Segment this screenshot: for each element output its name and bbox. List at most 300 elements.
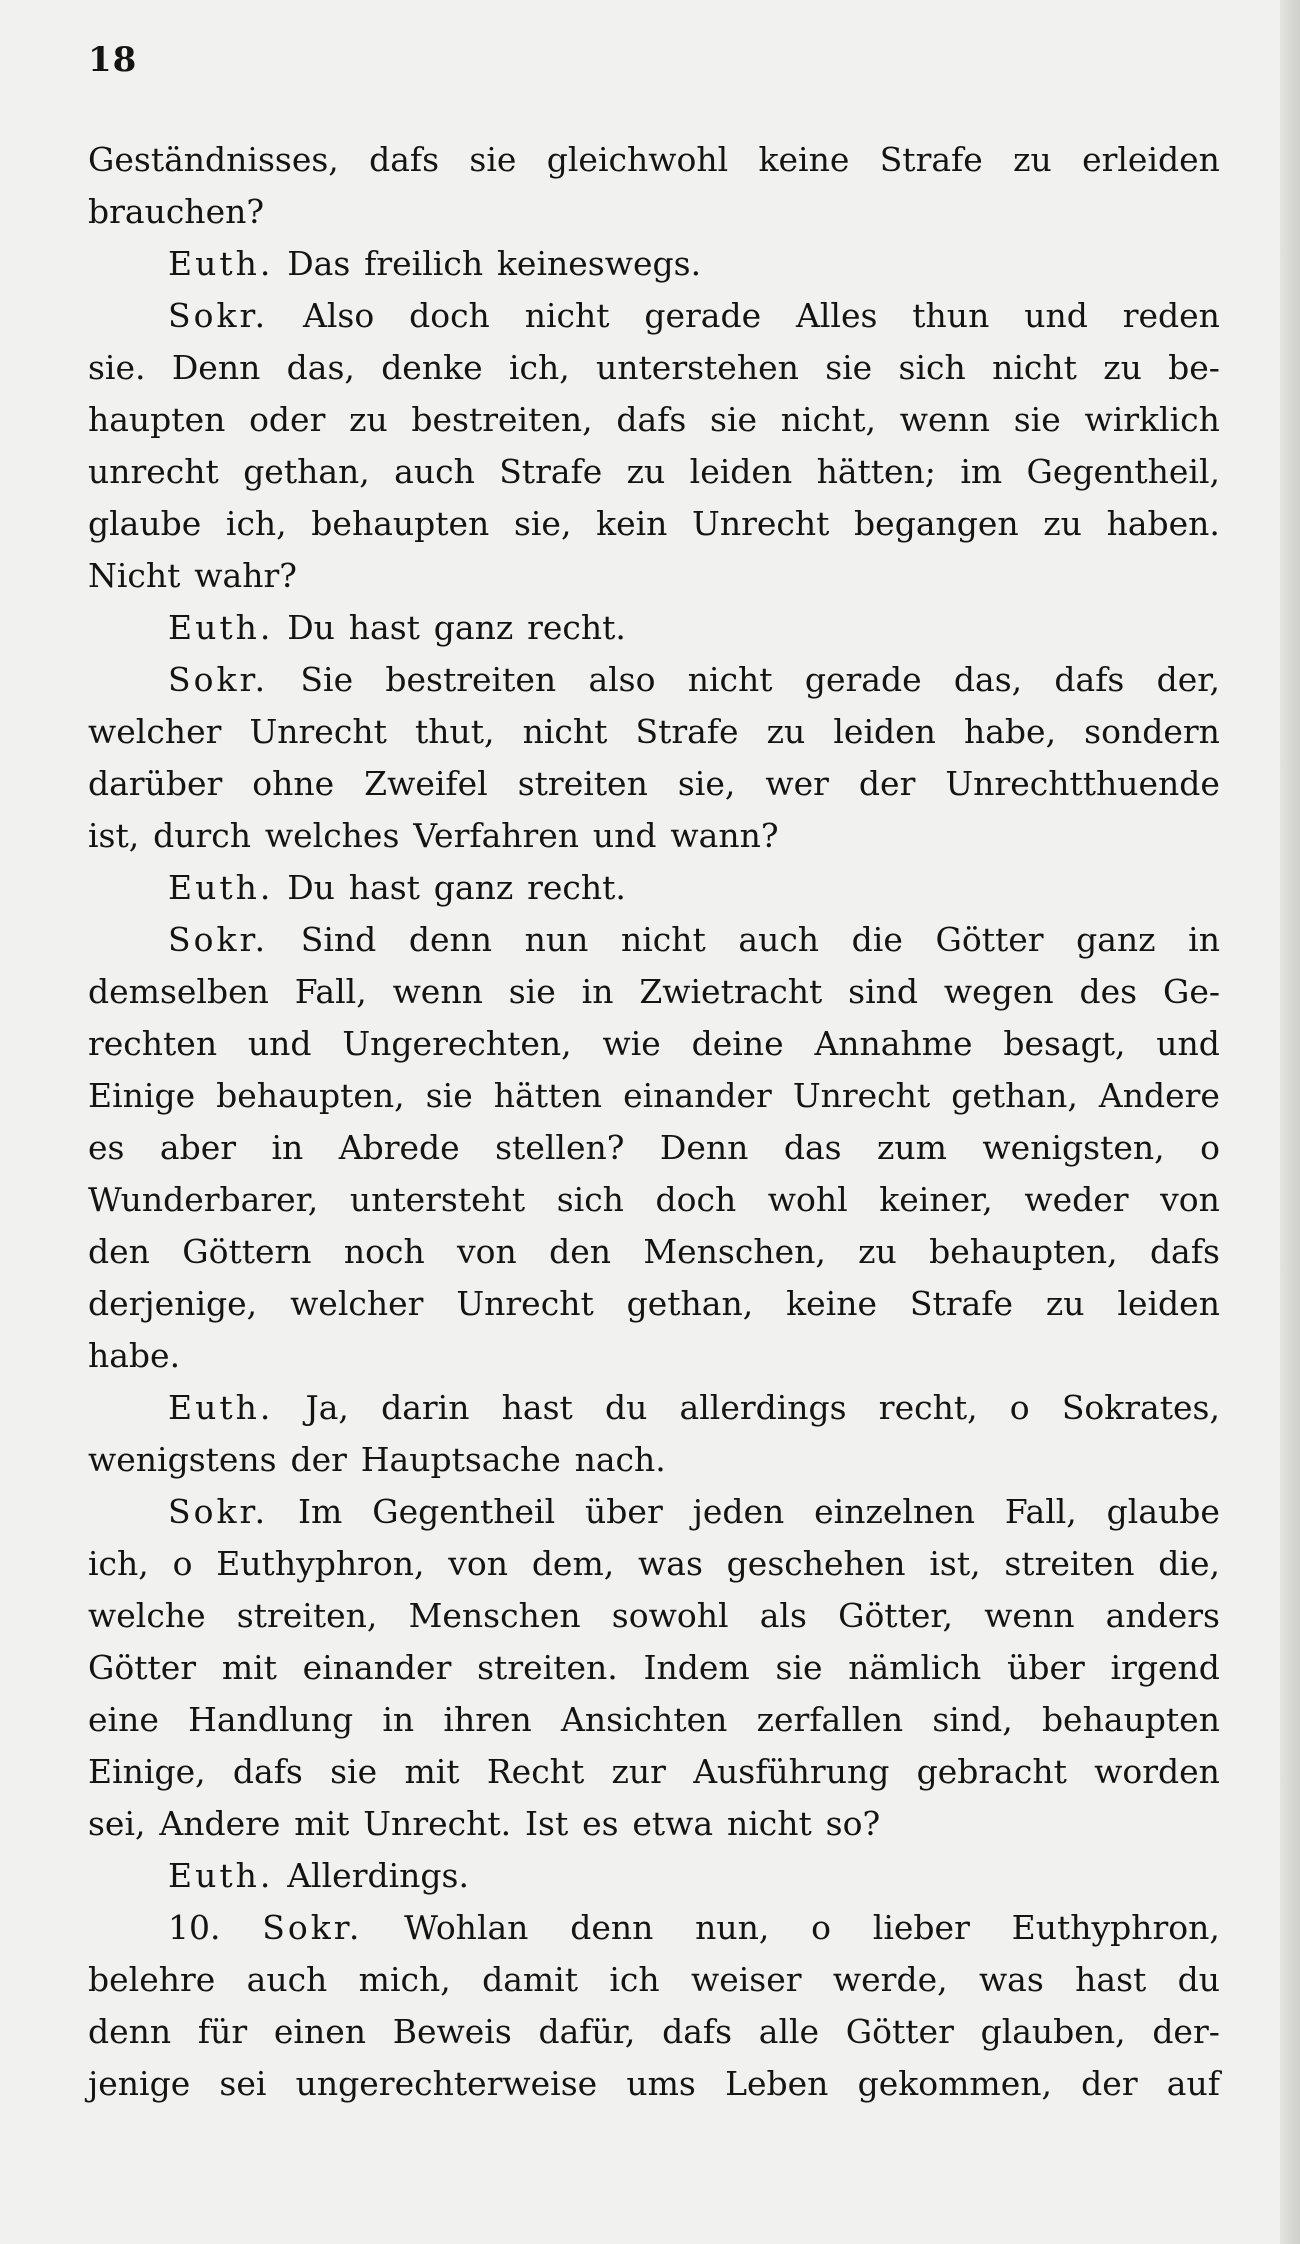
word: kein bbox=[596, 504, 668, 543]
word: zu bbox=[1043, 504, 1082, 543]
word: gleichwohl bbox=[546, 140, 729, 179]
word: es bbox=[88, 1128, 125, 1167]
word: Im bbox=[298, 1492, 343, 1531]
text-line bbox=[88, 862, 1220, 914]
word: Verfahren bbox=[413, 816, 580, 855]
word: Unrecht bbox=[456, 1284, 594, 1323]
word: wie bbox=[602, 1024, 661, 1063]
text-line bbox=[88, 914, 1220, 966]
word: nun, bbox=[695, 1908, 770, 1947]
word: sie bbox=[469, 140, 517, 179]
word: behaupten bbox=[1041, 1700, 1220, 1739]
word: besagt, bbox=[1003, 1024, 1126, 1063]
word: sie bbox=[775, 1648, 823, 1687]
text-line bbox=[88, 1382, 1220, 1434]
word: Ge- bbox=[1162, 972, 1220, 1011]
word: streiten, bbox=[236, 1596, 378, 1635]
text-line bbox=[88, 654, 1220, 706]
word: und bbox=[247, 1024, 312, 1063]
word: nach. bbox=[574, 1440, 666, 1479]
word: sie, bbox=[513, 504, 572, 543]
word: doch bbox=[409, 296, 490, 335]
speaker-label: Euth. bbox=[168, 244, 274, 283]
word: wenn bbox=[899, 400, 991, 439]
text-line bbox=[88, 1174, 1220, 1226]
word: brauchen? bbox=[88, 192, 265, 231]
word: Handlung bbox=[188, 1700, 354, 1739]
word: sich bbox=[556, 1180, 624, 1219]
word: worden bbox=[1094, 1752, 1220, 1791]
text-line bbox=[88, 550, 1220, 602]
text-line bbox=[88, 2058, 1220, 2110]
word: welche bbox=[88, 1596, 206, 1635]
word: wann? bbox=[670, 816, 779, 855]
word: Sokrates, bbox=[1061, 1388, 1220, 1427]
word: jeden bbox=[692, 1492, 785, 1531]
speaker-label: Sokr. bbox=[168, 1492, 269, 1531]
word: recht, bbox=[878, 1388, 978, 1427]
word: dem, bbox=[531, 1544, 615, 1583]
word: ich, bbox=[508, 348, 570, 387]
word: mit bbox=[221, 1648, 277, 1687]
word: auch bbox=[394, 452, 475, 491]
word: sie bbox=[825, 348, 873, 387]
word: Nicht bbox=[88, 556, 181, 595]
text-line bbox=[88, 498, 1220, 550]
text-line bbox=[88, 1018, 1220, 1070]
word: nicht bbox=[620, 920, 706, 959]
word: ums bbox=[626, 2064, 696, 2103]
word: Göttern bbox=[182, 1232, 312, 1271]
word: dafs bbox=[232, 1752, 303, 1791]
word: zur bbox=[611, 1752, 666, 1791]
text-line bbox=[88, 1850, 1220, 1902]
word: ist, bbox=[88, 816, 140, 855]
word: nicht bbox=[524, 296, 610, 335]
word: behaupten bbox=[311, 504, 490, 543]
word: Abrede bbox=[338, 1128, 460, 1167]
speaker-label: Sokr. bbox=[168, 296, 269, 335]
word: Götter, bbox=[838, 1596, 953, 1635]
word: Einige, bbox=[88, 1752, 206, 1791]
word: Geständnisses, bbox=[88, 140, 339, 179]
word: Menschen, bbox=[643, 1232, 826, 1271]
word: in bbox=[271, 1128, 304, 1167]
text-line bbox=[88, 602, 1220, 654]
word: nicht bbox=[522, 712, 608, 751]
word: anders bbox=[1105, 1596, 1220, 1635]
word: mich, bbox=[358, 1960, 451, 1999]
word: stellen? bbox=[495, 1128, 625, 1167]
text-line bbox=[88, 186, 1220, 238]
word: hast bbox=[501, 1388, 573, 1427]
word: o bbox=[1200, 1128, 1220, 1167]
word: über bbox=[1007, 1648, 1085, 1687]
text-line bbox=[88, 1434, 1220, 1486]
word: Zwietracht bbox=[639, 972, 823, 1011]
word: denn bbox=[88, 2012, 172, 2051]
word: zu bbox=[349, 400, 388, 439]
text-line bbox=[88, 1590, 1220, 1642]
word: reden bbox=[1122, 296, 1220, 335]
word: denke bbox=[381, 348, 483, 387]
word: ich, bbox=[88, 1544, 149, 1583]
word: o bbox=[811, 1908, 832, 1947]
word: denn bbox=[408, 920, 493, 959]
word: wenigsten, bbox=[982, 1128, 1165, 1167]
word: o bbox=[1009, 1388, 1030, 1427]
word: Wunderbarer, bbox=[88, 1180, 319, 1219]
word: Götter bbox=[88, 1648, 197, 1687]
text-line bbox=[88, 342, 1220, 394]
word: zu bbox=[626, 452, 666, 491]
word: ungerechterweise bbox=[295, 2064, 598, 2103]
word: be- bbox=[1168, 348, 1220, 387]
word: die, bbox=[1158, 1544, 1220, 1583]
word: nicht bbox=[992, 348, 1077, 387]
word: Strafe bbox=[909, 1284, 1013, 1323]
word: weiser bbox=[690, 1960, 802, 1999]
word: sie. bbox=[88, 348, 146, 387]
word: glaube bbox=[88, 504, 202, 543]
word: sondern bbox=[1084, 712, 1220, 751]
word: Menschen bbox=[408, 1596, 581, 1635]
word: gekommen, bbox=[857, 2064, 1052, 2103]
text-line bbox=[88, 2006, 1220, 2058]
word: das, bbox=[953, 660, 1023, 699]
word: ich bbox=[609, 1960, 660, 1999]
word: sind bbox=[848, 972, 919, 1011]
word: von bbox=[1160, 1180, 1220, 1219]
word: damit bbox=[482, 1960, 578, 1999]
word: du bbox=[604, 1388, 648, 1427]
word: auf bbox=[1166, 2064, 1220, 2103]
word: sie bbox=[425, 1076, 473, 1115]
word: dafür, bbox=[538, 2012, 636, 2051]
word: wohl bbox=[767, 1180, 848, 1219]
word: als bbox=[759, 1596, 807, 1635]
word: haben. bbox=[1106, 504, 1220, 543]
word: wenn bbox=[984, 1596, 1075, 1635]
word: Indem bbox=[643, 1648, 750, 1687]
word: einander bbox=[302, 1648, 452, 1687]
word: gerade bbox=[804, 660, 922, 699]
word: in bbox=[581, 972, 614, 1011]
text-line bbox=[88, 1070, 1220, 1122]
word: gethan, bbox=[951, 1076, 1078, 1115]
word: ganz bbox=[433, 868, 514, 907]
word: demselben bbox=[88, 972, 269, 1011]
text-line bbox=[88, 1226, 1220, 1278]
word: bestreiten, bbox=[411, 400, 593, 439]
word: haupten bbox=[88, 400, 226, 439]
word: Unrechtthuende bbox=[945, 764, 1220, 803]
word: einander bbox=[623, 1076, 772, 1115]
word: Sind bbox=[300, 920, 377, 959]
word: also bbox=[588, 660, 656, 699]
word: darüber bbox=[88, 764, 223, 803]
word: unrecht bbox=[88, 452, 219, 491]
word: belehre bbox=[88, 1960, 216, 1999]
word: Ansichten bbox=[561, 1700, 728, 1739]
word: sie bbox=[330, 1752, 378, 1791]
word: Euthyphron, bbox=[1011, 1908, 1220, 1947]
speaker-label: Euth. bbox=[168, 1388, 274, 1427]
word: alle bbox=[758, 2012, 820, 2051]
word: weder bbox=[1024, 1180, 1129, 1219]
word: Götter bbox=[935, 920, 1044, 959]
word: wahr? bbox=[194, 556, 297, 595]
word: Götter bbox=[845, 2012, 954, 2051]
word: etwa bbox=[632, 1804, 714, 1843]
speaker-label: Sokr. bbox=[262, 1908, 363, 1947]
word: thut, bbox=[414, 712, 495, 751]
text-line bbox=[88, 290, 1220, 342]
word: ganz bbox=[433, 608, 514, 647]
word: das, bbox=[286, 348, 355, 387]
word: in bbox=[382, 1700, 415, 1739]
word: Ist bbox=[524, 1804, 569, 1843]
word: dafs bbox=[1149, 1232, 1220, 1271]
word: behaupten, bbox=[929, 1232, 1118, 1271]
word: der bbox=[290, 1440, 347, 1479]
word: Also bbox=[303, 296, 375, 335]
word: sie, bbox=[677, 764, 736, 803]
word: darin bbox=[381, 1388, 470, 1427]
word: irgend bbox=[1110, 1648, 1220, 1687]
word: von bbox=[448, 1544, 509, 1583]
word: aber bbox=[159, 1128, 237, 1167]
word: gethan, bbox=[626, 1284, 754, 1323]
word: thun bbox=[912, 296, 990, 335]
word: sie bbox=[710, 400, 758, 439]
word: Unrecht bbox=[249, 712, 387, 751]
word: zum bbox=[877, 1128, 947, 1167]
word: Annahme bbox=[814, 1024, 973, 1063]
text-line bbox=[88, 446, 1220, 498]
word: leiden bbox=[1117, 1284, 1220, 1323]
text-line bbox=[88, 1278, 1220, 1330]
word: welches bbox=[264, 816, 400, 855]
word: Du bbox=[287, 868, 335, 907]
speaker-label: Sokr. bbox=[168, 920, 269, 959]
word: bestreiten bbox=[385, 660, 557, 699]
text-line bbox=[88, 1122, 1220, 1174]
word: glaube bbox=[1106, 1492, 1220, 1531]
word: Andere bbox=[159, 1804, 281, 1843]
speaker-label: Euth. bbox=[168, 608, 274, 647]
word: Das bbox=[287, 244, 351, 283]
text-line bbox=[88, 394, 1220, 446]
word: Alles bbox=[796, 296, 878, 335]
word: Euthyphron, bbox=[216, 1544, 425, 1583]
word: und bbox=[1024, 296, 1088, 335]
word: der, bbox=[1156, 660, 1220, 699]
word: zu bbox=[1103, 348, 1142, 387]
word: hätten bbox=[493, 1076, 603, 1115]
word: sei bbox=[219, 2064, 267, 2103]
word: derjenige, bbox=[88, 1284, 258, 1323]
word: begangen bbox=[854, 504, 1019, 543]
text-line bbox=[88, 1642, 1220, 1694]
word: Einige bbox=[88, 1076, 196, 1115]
word: Denn bbox=[171, 348, 261, 387]
word: das bbox=[783, 1128, 842, 1167]
word: keineswegs. bbox=[496, 244, 702, 283]
word: einzelnen bbox=[814, 1492, 975, 1531]
word: wer bbox=[765, 764, 829, 803]
word: des bbox=[1079, 972, 1138, 1011]
word: keine bbox=[786, 1284, 877, 1323]
word: deine bbox=[691, 1024, 784, 1063]
word: habe. bbox=[88, 1336, 181, 1375]
word: Ungerechten, bbox=[342, 1024, 572, 1063]
word: untersteht bbox=[349, 1180, 526, 1219]
word: es bbox=[582, 1804, 619, 1843]
word: denn bbox=[570, 1908, 654, 1947]
word: Wohlan bbox=[404, 1908, 529, 1947]
word: über bbox=[585, 1492, 663, 1531]
word: so? bbox=[825, 1804, 881, 1843]
word: Sie bbox=[300, 660, 354, 699]
page-edge bbox=[1280, 0, 1300, 2244]
word: und bbox=[1156, 1024, 1220, 1063]
page-number: 18 bbox=[88, 40, 138, 80]
word: streiten bbox=[517, 764, 648, 803]
word: durch bbox=[153, 816, 251, 855]
word: Gegentheil, bbox=[1026, 452, 1220, 491]
word: recht. bbox=[527, 868, 626, 907]
word: auch bbox=[246, 1960, 328, 1999]
word: der- bbox=[1152, 2012, 1220, 2051]
word: in bbox=[1188, 920, 1220, 959]
word: nämlich bbox=[848, 1648, 982, 1687]
text-line bbox=[88, 1902, 1220, 1954]
word: rechten bbox=[88, 1024, 218, 1063]
word: Denn bbox=[659, 1128, 749, 1167]
word: für bbox=[197, 2012, 248, 2051]
word: Du bbox=[287, 608, 335, 647]
word: Fall, bbox=[1004, 1492, 1077, 1531]
word: hast bbox=[1075, 1960, 1147, 1999]
word: und bbox=[592, 816, 657, 855]
word: der bbox=[858, 764, 916, 803]
text-line bbox=[88, 706, 1220, 758]
word: behaupten, bbox=[216, 1076, 405, 1115]
word: sei, bbox=[88, 1804, 146, 1843]
word: sind, bbox=[932, 1700, 1013, 1739]
word: o bbox=[172, 1544, 193, 1583]
body-text bbox=[88, 134, 1220, 2110]
word: einen bbox=[273, 2012, 366, 2051]
word: Strafe bbox=[879, 140, 983, 179]
word: allerdings bbox=[679, 1388, 847, 1427]
word: glauben, bbox=[980, 2012, 1126, 2051]
text-line bbox=[88, 758, 1220, 810]
word: leiden bbox=[689, 452, 793, 491]
word: Fall, bbox=[294, 972, 367, 1011]
word: nun bbox=[524, 920, 589, 959]
word: habe, bbox=[964, 712, 1057, 751]
word: erleiden bbox=[1082, 140, 1220, 179]
word: dafs bbox=[616, 400, 687, 439]
word: wegen bbox=[943, 972, 1054, 1011]
word: auch bbox=[738, 920, 820, 959]
word: der bbox=[1081, 2064, 1138, 2103]
speaker-label: Euth. bbox=[168, 868, 274, 907]
word: du bbox=[1177, 1960, 1220, 1999]
word: gethan, bbox=[243, 452, 370, 491]
word: Allerdings. bbox=[287, 1856, 469, 1895]
text-line bbox=[88, 134, 1220, 186]
word: sowohl bbox=[611, 1596, 729, 1635]
text-line bbox=[88, 1694, 1220, 1746]
speaker-label: Sokr. bbox=[168, 660, 269, 699]
word: doch bbox=[655, 1180, 737, 1219]
word: den bbox=[88, 1232, 150, 1271]
word: jenige bbox=[88, 2064, 191, 2103]
word: dafs bbox=[662, 2012, 733, 2051]
word: recht. bbox=[527, 608, 626, 647]
word: freilich bbox=[364, 244, 484, 283]
word: streiten bbox=[1004, 1544, 1135, 1583]
section-number: 10. bbox=[168, 1908, 221, 1947]
word: werde, bbox=[832, 1960, 948, 1999]
text-line bbox=[88, 238, 1220, 290]
word: ist, bbox=[929, 1544, 981, 1583]
word: nicht bbox=[687, 660, 773, 699]
word: im bbox=[960, 452, 1003, 491]
word: Hauptsache bbox=[360, 1440, 561, 1479]
word: Ausführung bbox=[693, 1752, 890, 1791]
word: welcher bbox=[88, 712, 222, 751]
text-line bbox=[88, 1746, 1220, 1798]
word: sich bbox=[898, 348, 966, 387]
word: ohne bbox=[252, 764, 335, 803]
word: gerade bbox=[644, 296, 762, 335]
word: ich, bbox=[225, 504, 287, 543]
word: mit bbox=[404, 1752, 460, 1791]
word: wenn bbox=[392, 972, 483, 1011]
word: von bbox=[457, 1232, 517, 1271]
word: Strafe bbox=[499, 452, 603, 491]
word: sie bbox=[508, 972, 556, 1011]
text-line bbox=[88, 810, 1220, 862]
word: leiden bbox=[833, 712, 936, 751]
word: Strafe bbox=[635, 712, 739, 751]
word: Ja, bbox=[305, 1388, 349, 1427]
text-line bbox=[88, 966, 1220, 1018]
word: nicht, bbox=[780, 400, 877, 439]
word: was bbox=[638, 1544, 703, 1583]
word: dafs bbox=[369, 140, 440, 179]
word: eine bbox=[88, 1700, 159, 1739]
word: Andere bbox=[1098, 1076, 1220, 1115]
word: keiner, bbox=[879, 1180, 993, 1219]
text-line bbox=[88, 1486, 1220, 1538]
word: gebracht bbox=[916, 1752, 1067, 1791]
word: Gegentheil bbox=[372, 1492, 556, 1531]
word: was bbox=[978, 1960, 1044, 1999]
word: noch bbox=[343, 1232, 425, 1271]
word: Unrecht bbox=[692, 504, 830, 543]
word: Unrecht. bbox=[363, 1804, 512, 1843]
word: welcher bbox=[290, 1284, 424, 1323]
word: zu bbox=[1013, 140, 1052, 179]
word: hätten; bbox=[816, 452, 936, 491]
word: zu bbox=[1045, 1284, 1085, 1323]
word: lieber bbox=[872, 1908, 970, 1947]
